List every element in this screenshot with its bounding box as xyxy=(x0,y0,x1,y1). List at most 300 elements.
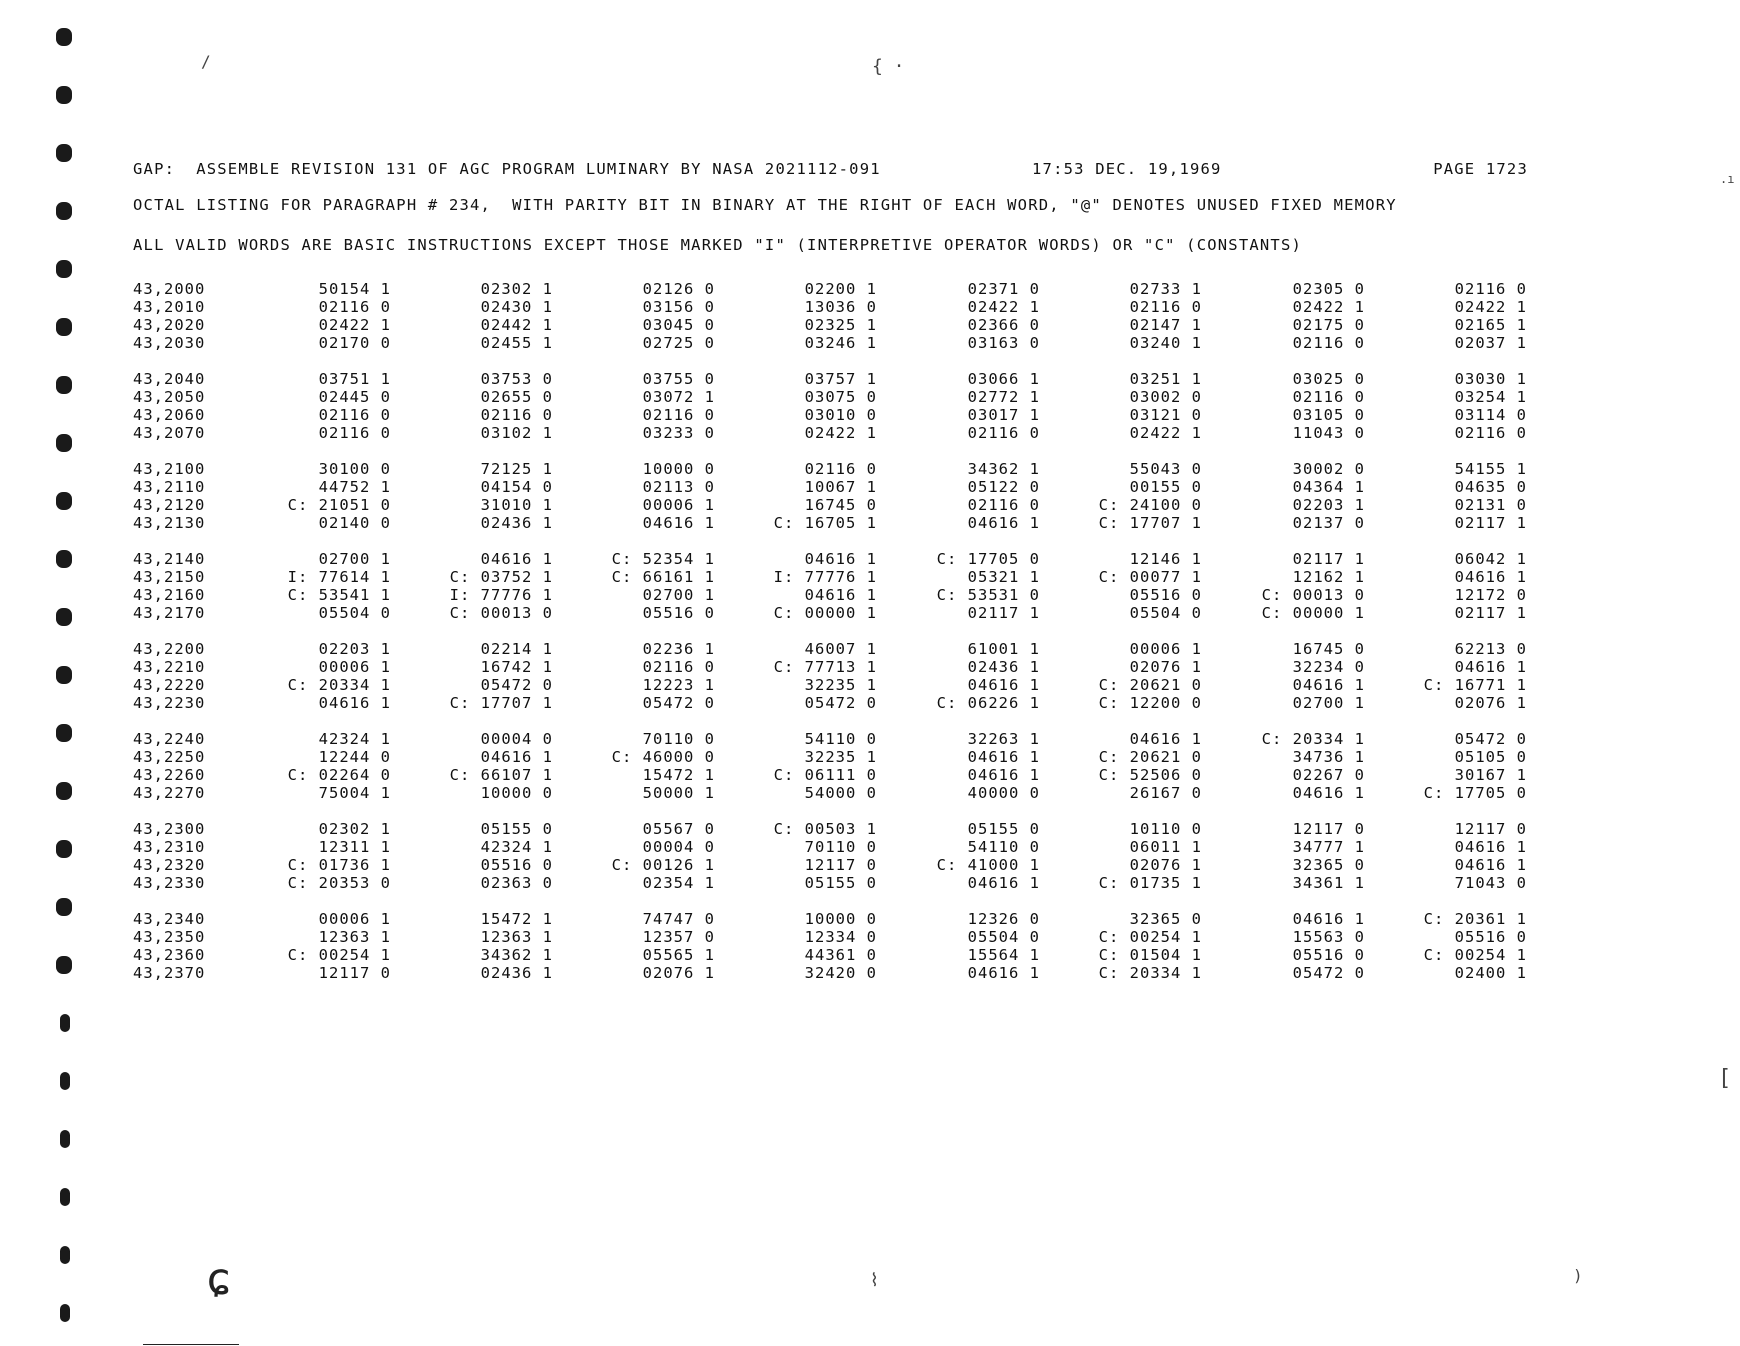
octal-word: 04616 1 xyxy=(804,586,877,604)
octal-word: 05516 0 xyxy=(1292,946,1365,964)
octal-word: 03066 1 xyxy=(967,370,1040,388)
octal-word: 04616 1 xyxy=(1454,568,1527,586)
binder-hole-mark xyxy=(56,956,72,974)
octal-word: 02116 0 xyxy=(480,406,553,424)
octal-word: 03030 1 xyxy=(1454,370,1527,388)
octal-word: 02200 1 xyxy=(804,280,877,298)
listing-row xyxy=(133,964,1533,982)
address-label: 43,2040 xyxy=(133,370,206,388)
binder-hole-mark xyxy=(56,898,72,916)
octal-word: 70110 0 xyxy=(642,730,715,748)
octal-word: 50154 1 xyxy=(318,280,391,298)
listing-row xyxy=(133,874,1533,892)
address-label: 43,2150 xyxy=(133,568,206,586)
octal-word: 55043 0 xyxy=(1129,460,1202,478)
listing-row xyxy=(133,514,1533,532)
octal-word: 02203 1 xyxy=(318,640,391,658)
octal-word: 12363 1 xyxy=(480,928,553,946)
octal-word: 16742 1 xyxy=(480,658,553,676)
octal-word: 04616 1 xyxy=(967,964,1040,982)
octal-word: C: 52506 0 xyxy=(1098,766,1202,784)
octal-word: 02137 0 xyxy=(1292,514,1365,532)
address-label: 43,2370 xyxy=(133,964,206,982)
octal-word: 02117 1 xyxy=(967,604,1040,622)
octal-word: 15564 1 xyxy=(967,946,1040,964)
octal-word: C: 00077 1 xyxy=(1098,568,1202,586)
octal-word: 00006 1 xyxy=(642,496,715,514)
octal-word: 05516 0 xyxy=(1454,928,1527,946)
octal-word: 02725 0 xyxy=(642,334,715,352)
octal-word: 03233 0 xyxy=(642,424,715,442)
octal-word: 02400 1 xyxy=(1454,964,1527,982)
octal-word: 02203 1 xyxy=(1292,496,1365,514)
binder-hole-mark xyxy=(56,550,72,568)
octal-word: 02772 1 xyxy=(967,388,1040,406)
octal-word: 11043 0 xyxy=(1292,424,1365,442)
octal-word: 34361 1 xyxy=(1292,874,1365,892)
octal-word: 74747 0 xyxy=(642,910,715,928)
octal-word: 02302 1 xyxy=(318,820,391,838)
octal-word: 02147 1 xyxy=(1129,316,1202,334)
listing-row xyxy=(133,388,1533,406)
octal-word: 02422 1 xyxy=(318,316,391,334)
listing-row xyxy=(133,784,1533,802)
address-label: 43,2230 xyxy=(133,694,206,712)
octal-word: C: 01504 1 xyxy=(1098,946,1202,964)
listing-row xyxy=(133,946,1533,964)
binder-hole-mark xyxy=(56,434,72,452)
octal-word: 30100 0 xyxy=(318,460,391,478)
octal-word: 12244 0 xyxy=(318,748,391,766)
octal-word: C: 01735 1 xyxy=(1098,874,1202,892)
listing-row xyxy=(133,496,1533,514)
listing-row xyxy=(133,460,1533,478)
octal-word: 05122 0 xyxy=(967,478,1040,496)
address-label: 43,2010 xyxy=(133,298,206,316)
octal-word: C: 66107 1 xyxy=(449,766,553,784)
octal-word: 04616 1 xyxy=(480,550,553,568)
octal-word: 12172 0 xyxy=(1454,586,1527,604)
octal-word: 05155 0 xyxy=(480,820,553,838)
octal-word: 26167 0 xyxy=(1129,784,1202,802)
listing-group xyxy=(133,910,1533,982)
octal-word: 54155 1 xyxy=(1454,460,1527,478)
octal-word: C: 00013 0 xyxy=(1261,586,1365,604)
octal-word: 05105 0 xyxy=(1454,748,1527,766)
octal-word: 04616 1 xyxy=(967,874,1040,892)
address-label: 43,2240 xyxy=(133,730,206,748)
octal-word: 03045 0 xyxy=(642,316,715,334)
listing-row xyxy=(133,658,1533,676)
octal-word: 05516 0 xyxy=(480,856,553,874)
octal-word: 05504 0 xyxy=(1129,604,1202,622)
octal-word: 02366 0 xyxy=(967,316,1040,334)
octal-word: 03757 1 xyxy=(804,370,877,388)
octal-word: 05504 0 xyxy=(318,604,391,622)
binder-hole-mark xyxy=(60,1072,70,1090)
listing-group xyxy=(133,730,1533,802)
octal-word: 44361 0 xyxy=(804,946,877,964)
octal-word: 02170 0 xyxy=(318,334,391,352)
binder-hole-mark xyxy=(56,608,72,626)
stray-mark: .ı xyxy=(1720,172,1735,186)
address-label: 43,2250 xyxy=(133,748,206,766)
octal-word: 02116 0 xyxy=(642,406,715,424)
octal-word: 12326 0 xyxy=(967,910,1040,928)
octal-word: 10110 0 xyxy=(1129,820,1202,838)
octal-word: C: 52354 1 xyxy=(611,550,715,568)
binder-hole-mark xyxy=(60,1130,70,1148)
listing-group xyxy=(133,370,1533,442)
octal-word: 04616 1 xyxy=(1292,676,1365,694)
octal-word: 03753 0 xyxy=(480,370,553,388)
octal-word: 00006 1 xyxy=(318,910,391,928)
octal-word: 02117 1 xyxy=(1454,604,1527,622)
listing-row xyxy=(133,748,1533,766)
octal-word: 02302 1 xyxy=(480,280,553,298)
octal-word: 10000 0 xyxy=(642,460,715,478)
octal-word: 02214 1 xyxy=(480,640,553,658)
octal-word: 00004 0 xyxy=(642,838,715,856)
octal-word: 02116 0 xyxy=(967,424,1040,442)
listing-row xyxy=(133,766,1533,784)
octal-word: C: 00000 1 xyxy=(1261,604,1365,622)
octal-word: 02165 1 xyxy=(1454,316,1527,334)
octal-word: C: 00013 0 xyxy=(449,604,553,622)
octal-word: 02117 1 xyxy=(1454,514,1527,532)
octal-word: 05516 0 xyxy=(1129,586,1202,604)
octal-word: 02325 1 xyxy=(804,316,877,334)
octal-word: 02116 0 xyxy=(318,424,391,442)
octal-word: 03240 1 xyxy=(1129,334,1202,352)
listing-row xyxy=(133,550,1533,568)
binder-hole-mark xyxy=(56,144,72,162)
binder-hole-mark xyxy=(60,1014,70,1032)
listing-row xyxy=(133,586,1533,604)
octal-word: 04616 1 xyxy=(480,748,553,766)
octal-word: 04154 0 xyxy=(480,478,553,496)
listing-group xyxy=(133,460,1533,532)
listing-row xyxy=(133,928,1533,946)
octal-word: 02175 0 xyxy=(1292,316,1365,334)
octal-word: 61001 1 xyxy=(967,640,1040,658)
octal-word: 04364 1 xyxy=(1292,478,1365,496)
octal-word: 42324 1 xyxy=(318,730,391,748)
octal-word: 02430 1 xyxy=(480,298,553,316)
octal-word: 03105 0 xyxy=(1292,406,1365,424)
octal-word: 03075 0 xyxy=(804,388,877,406)
octal-word: 12223 1 xyxy=(642,676,715,694)
octal-word: C: 21051 0 xyxy=(287,496,391,514)
octal-word: 32263 1 xyxy=(967,730,1040,748)
address-label: 43,2210 xyxy=(133,658,206,676)
octal-word: 02113 0 xyxy=(642,478,715,496)
octal-word: 54110 0 xyxy=(804,730,877,748)
octal-word: 04616 1 xyxy=(1292,784,1365,802)
octal-word: 34362 1 xyxy=(480,946,553,964)
listing-group xyxy=(133,280,1533,352)
octal-word: 13036 0 xyxy=(804,298,877,316)
octal-word: 30167 1 xyxy=(1454,766,1527,784)
octal-word: 44752 1 xyxy=(318,478,391,496)
octal-word: C: 20334 1 xyxy=(1098,964,1202,982)
octal-word: 32235 1 xyxy=(804,676,877,694)
address-label: 43,2330 xyxy=(133,874,206,892)
address-label: 43,2140 xyxy=(133,550,206,568)
header-line-1: GAP: ASSEMBLE REVISION 131 OF AGC PROGRAM LUMINARY BY NASA 2021112-091 xyxy=(133,160,881,178)
address-label: 43,2110 xyxy=(133,478,206,496)
octal-word: 02354 1 xyxy=(642,874,715,892)
address-label: 43,2050 xyxy=(133,388,206,406)
address-label: 43,2300 xyxy=(133,820,206,838)
octal-word: 03156 0 xyxy=(642,298,715,316)
listing-row xyxy=(133,820,1533,838)
listing-row xyxy=(133,478,1533,496)
binder-hole-mark xyxy=(56,782,72,800)
octal-word: 05516 0 xyxy=(642,604,715,622)
octal-word: 02140 0 xyxy=(318,514,391,532)
address-label: 43,2200 xyxy=(133,640,206,658)
page-number: PAGE 1723 xyxy=(1433,160,1528,178)
octal-word: I: 77776 1 xyxy=(449,586,553,604)
address-label: 43,2310 xyxy=(133,838,206,856)
binder-hole-mark xyxy=(60,1304,70,1322)
octal-word: C: 53541 1 xyxy=(287,586,391,604)
octal-word: C: 46000 0 xyxy=(611,748,715,766)
octal-word: 03121 0 xyxy=(1129,406,1202,424)
octal-word: 62213 0 xyxy=(1454,640,1527,658)
octal-word: 02267 0 xyxy=(1292,766,1365,784)
address-label: 43,2160 xyxy=(133,586,206,604)
octal-word: 03246 1 xyxy=(804,334,877,352)
listing-row xyxy=(133,910,1533,928)
binder-hole-mark xyxy=(56,318,72,336)
stray-mark: [ xyxy=(1718,1066,1732,1091)
octal-word: 02117 1 xyxy=(1292,550,1365,568)
octal-word: C: 12200 0 xyxy=(1098,694,1202,712)
listing-row xyxy=(133,730,1533,748)
octal-word: 05504 0 xyxy=(967,928,1040,946)
octal-word: 31010 1 xyxy=(480,496,553,514)
octal-word: 72125 1 xyxy=(480,460,553,478)
octal-word: 05567 0 xyxy=(642,820,715,838)
octal-word: 34362 1 xyxy=(967,460,1040,478)
octal-word: 16745 0 xyxy=(1292,640,1365,658)
octal-word: 32365 0 xyxy=(1292,856,1365,874)
octal-word: 05472 0 xyxy=(480,676,553,694)
octal-word: 05472 0 xyxy=(804,694,877,712)
octal-word: C: 20334 1 xyxy=(287,676,391,694)
octal-listing xyxy=(133,280,1533,1000)
octal-word: 34736 1 xyxy=(1292,748,1365,766)
octal-word: 12117 0 xyxy=(318,964,391,982)
footer-rule xyxy=(143,1344,239,1345)
octal-word: 02116 0 xyxy=(804,460,877,478)
octal-word: C: 20621 0 xyxy=(1098,748,1202,766)
octal-word: 02422 1 xyxy=(967,298,1040,316)
octal-word: C: 20361 1 xyxy=(1423,910,1527,928)
octal-word: 30002 0 xyxy=(1292,460,1365,478)
listing-row xyxy=(133,676,1533,694)
address-label: 43,2320 xyxy=(133,856,206,874)
octal-word: C: 24100 0 xyxy=(1098,496,1202,514)
octal-word: 02655 0 xyxy=(480,388,553,406)
octal-word: 02422 1 xyxy=(1454,298,1527,316)
listing-row xyxy=(133,316,1533,334)
octal-word: 03755 0 xyxy=(642,370,715,388)
octal-word: 12311 1 xyxy=(318,838,391,856)
octal-word: 02436 1 xyxy=(480,514,553,532)
octal-word: 03072 1 xyxy=(642,388,715,406)
octal-word: 04616 1 xyxy=(1454,838,1527,856)
octal-word: 03017 1 xyxy=(967,406,1040,424)
octal-word: 02126 0 xyxy=(642,280,715,298)
octal-word: 02445 0 xyxy=(318,388,391,406)
octal-word: 02116 0 xyxy=(318,298,391,316)
address-label: 43,2170 xyxy=(133,604,206,622)
octal-word: 03010 0 xyxy=(804,406,877,424)
octal-word: 02371 0 xyxy=(967,280,1040,298)
address-label: 43,2360 xyxy=(133,946,206,964)
address-label: 43,2350 xyxy=(133,928,206,946)
listing-row xyxy=(133,838,1533,856)
octal-word: 12357 0 xyxy=(642,928,715,946)
binder-hole-mark xyxy=(56,666,72,684)
octal-word: 05565 1 xyxy=(642,946,715,964)
octal-word: 05472 0 xyxy=(642,694,715,712)
octal-word: 03251 1 xyxy=(1129,370,1202,388)
octal-word: 00004 0 xyxy=(480,730,553,748)
listing-group xyxy=(133,640,1533,712)
octal-word: 02733 1 xyxy=(1129,280,1202,298)
octal-word: 04616 1 xyxy=(1454,856,1527,874)
octal-word: 04616 1 xyxy=(1129,730,1202,748)
octal-word: 05472 0 xyxy=(1454,730,1527,748)
address-label: 43,2270 xyxy=(133,784,206,802)
listing-row xyxy=(133,370,1533,388)
listing-row xyxy=(133,604,1533,622)
octal-word: 10000 0 xyxy=(480,784,553,802)
octal-word: 71043 0 xyxy=(1454,874,1527,892)
octal-word: 02116 0 xyxy=(318,406,391,424)
octal-word: 15472 1 xyxy=(480,910,553,928)
octal-word: 04635 0 xyxy=(1454,478,1527,496)
octal-word: 04616 1 xyxy=(967,766,1040,784)
octal-word: C: 17705 0 xyxy=(936,550,1040,568)
octal-word: C: 17707 1 xyxy=(1098,514,1202,532)
binder-hole-mark xyxy=(56,202,72,220)
octal-word: 10000 0 xyxy=(804,910,877,928)
octal-word: 06042 1 xyxy=(1454,550,1527,568)
binder-hole-mark xyxy=(56,376,72,394)
octal-word: 02076 1 xyxy=(1129,658,1202,676)
octal-word: 15472 1 xyxy=(642,766,715,784)
octal-word: 02700 1 xyxy=(642,586,715,604)
octal-word: 05321 1 xyxy=(967,568,1040,586)
stray-mark: ) xyxy=(1573,1266,1583,1285)
octal-word: 04616 1 xyxy=(967,514,1040,532)
octal-word: 32234 0 xyxy=(1292,658,1365,676)
octal-word: 16745 0 xyxy=(804,496,877,514)
address-label: 43,2000 xyxy=(133,280,206,298)
octal-word: 02116 0 xyxy=(1292,388,1365,406)
octal-word: 03751 1 xyxy=(318,370,391,388)
octal-word: C: 03752 1 xyxy=(449,568,553,586)
octal-word: 75004 1 xyxy=(318,784,391,802)
octal-word: 32420 0 xyxy=(804,964,877,982)
octal-word: 02116 0 xyxy=(642,658,715,676)
octal-word: C: 00000 1 xyxy=(773,604,877,622)
octal-word: 02363 0 xyxy=(480,874,553,892)
octal-word: 02076 1 xyxy=(1454,694,1527,712)
address-label: 43,2060 xyxy=(133,406,206,424)
listing-group xyxy=(133,550,1533,622)
stray-mark: ⌇ xyxy=(870,1270,879,1291)
octal-word: 12162 1 xyxy=(1292,568,1365,586)
octal-word: C: 20353 0 xyxy=(287,874,391,892)
octal-word: C: 16705 1 xyxy=(773,514,877,532)
listing-row xyxy=(133,334,1533,352)
octal-word: 02436 1 xyxy=(480,964,553,982)
octal-word: 02236 1 xyxy=(642,640,715,658)
octal-word: 02037 1 xyxy=(1454,334,1527,352)
octal-word: 03114 0 xyxy=(1454,406,1527,424)
octal-word: 32365 0 xyxy=(1129,910,1202,928)
octal-word: 12117 0 xyxy=(1292,820,1365,838)
octal-word: 02076 1 xyxy=(1129,856,1202,874)
binder-hole-mark xyxy=(60,1188,70,1206)
octal-word: 03102 1 xyxy=(480,424,553,442)
binder-hole-mark xyxy=(56,724,72,742)
address-label: 43,2020 xyxy=(133,316,206,334)
binder-hole-mark xyxy=(56,86,72,104)
octal-word: 54000 0 xyxy=(804,784,877,802)
octal-word: 00006 1 xyxy=(1129,640,1202,658)
octal-word: 05155 0 xyxy=(967,820,1040,838)
octal-word: C: 66161 1 xyxy=(611,568,715,586)
octal-word: 04616 1 xyxy=(1292,910,1365,928)
address-label: 43,2030 xyxy=(133,334,206,352)
octal-word: 00006 1 xyxy=(318,658,391,676)
octal-word: 02442 1 xyxy=(480,316,553,334)
octal-word: 15563 0 xyxy=(1292,928,1365,946)
octal-word: 12146 1 xyxy=(1129,550,1202,568)
octal-word: 03025 0 xyxy=(1292,370,1365,388)
octal-word: 05472 0 xyxy=(1292,964,1365,982)
octal-word: C: 53531 0 xyxy=(936,586,1040,604)
octal-word: 04616 1 xyxy=(1454,658,1527,676)
binder-hole-mark xyxy=(56,492,72,510)
listing-row xyxy=(133,424,1533,442)
binder-hole-mark xyxy=(56,840,72,858)
octal-word: 05155 0 xyxy=(804,874,877,892)
octal-word: 02455 1 xyxy=(480,334,553,352)
octal-word: 02422 1 xyxy=(1129,424,1202,442)
octal-word: 10067 1 xyxy=(804,478,877,496)
octal-word: 02116 0 xyxy=(1292,334,1365,352)
octal-word: C: 17705 0 xyxy=(1423,784,1527,802)
stray-mark: ɕ xyxy=(205,1254,232,1305)
address-label: 43,2070 xyxy=(133,424,206,442)
octal-word: 00155 0 xyxy=(1129,478,1202,496)
address-label: 43,2100 xyxy=(133,460,206,478)
octal-word: 12363 1 xyxy=(318,928,391,946)
octal-word: 03254 1 xyxy=(1454,388,1527,406)
header-line-2: OCTAL LISTING FOR PARAGRAPH # 234, WITH PARITY BIT IN BINARY AT THE RIGHT OF EACH WORD, "@" DENOTES UNUSED FIXED MEMORY xyxy=(133,196,1397,214)
octal-word: 46007 1 xyxy=(804,640,877,658)
octal-word: 04616 1 xyxy=(804,550,877,568)
address-label: 43,2220 xyxy=(133,676,206,694)
